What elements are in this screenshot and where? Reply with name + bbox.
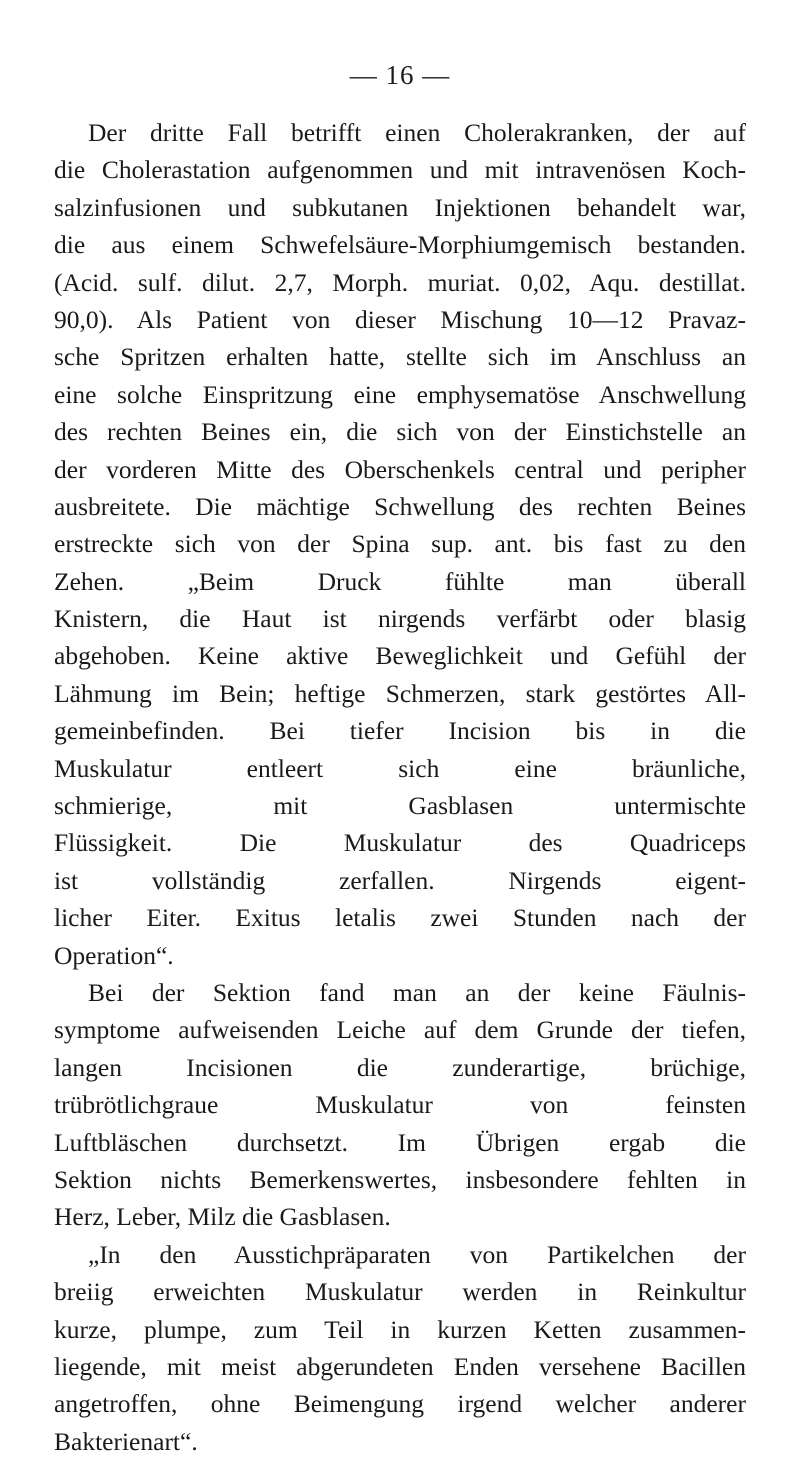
text-line: die aus einem Schwefelsäure-Morphiumgemisch bestanden.: [54, 230, 746, 260]
text-line: Operation“.: [54, 940, 174, 970]
text-line: Bakterienart“.: [54, 1426, 198, 1456]
text-line: eine solche Einspritzung eine emphysematöse Anschwellung: [54, 379, 746, 409]
text-line: abgehoben. Keine aktive Beweglichkeit und Gefühl der: [54, 641, 746, 671]
text-line: Luftbläschen durchsetzt. Im Übrigen ergab die: [54, 1127, 746, 1157]
paragraph-bacteriology: [54, 1236, 746, 1460]
text-line: gemeinbefinden. Bei tiefer Incision bis in die: [54, 716, 746, 746]
text-line: angetroffen, ohne Beimengung irgend welcher anderer: [54, 1389, 746, 1419]
text-line: kurze, plumpe, zum Teil in kurzen Ketten zusammen-: [54, 1314, 746, 1344]
paragraph-case-report: [54, 114, 746, 974]
text-line: trübrötlichgraue Muskulatur von feinsten: [54, 1090, 746, 1120]
text-line: Zehen. „Beim Druck fühlte man überall: [54, 566, 746, 596]
text-line: Herz, Leber, Milz die Gasblasen.: [54, 1202, 391, 1232]
text-line: langen Incisionen die zunderartige, brüchige,: [54, 1052, 746, 1082]
text-line: ist vollständig zerfallen. Nirgends eigent-: [54, 865, 746, 895]
text-line: 90,0). Als Patient von dieser Mischung 10—12 Pravaz-: [54, 304, 746, 334]
text-line: Der dritte Fall betrifft einen Cholerakranken, der auf: [88, 118, 746, 147]
paragraph-autopsy: [54, 974, 746, 1236]
text-line: Lähmung im Bein; heftige Schmerzen, stark gestörtes All-: [54, 678, 746, 708]
text-line: „In den Ausstichpräparaten von Partikelchen der: [88, 1239, 746, 1269]
text-line: liegende, mit meist abgerundeten Enden versehene Bacillen: [54, 1351, 746, 1381]
text-line: sche Spritzen erhalten hatte, stellte sich im Anschluss an: [54, 342, 746, 372]
text-line: schmierige, mit Gasblasen untermischte: [54, 791, 746, 821]
text-line: Flüssigkeit. Die Muskulatur des Quadriceps: [54, 828, 746, 858]
text-line: breiig erweichten Muskulatur werden in Reinkultur: [54, 1277, 746, 1307]
text-line: ausbreitete. Die mächtige Schwellung des rechten Beines: [54, 491, 746, 521]
text-line: salzinfusionen und subkutanen Injektionen behandelt war,: [54, 192, 746, 222]
text-line: die Cholerastation aufgenommen und mit intravenösen Koch-: [54, 155, 746, 185]
text-line: des rechten Beines ein, die sich von der Einstichstelle an: [54, 417, 746, 447]
text-line: Muskulatur entleert sich eine bräunliche,: [54, 753, 746, 783]
text-line: der vorderen Mitte des Oberschenkels central und peripher: [54, 454, 746, 484]
text-line: Sektion nichts Bemerkenswertes, insbesondere fehlten in: [54, 1164, 746, 1194]
text-line: erstreckte sich von der Spina sup. ant. bis fast zu den: [54, 529, 746, 559]
text-line: symptome aufweisenden Leiche auf dem Grunde der tiefen,: [54, 1015, 746, 1045]
body-text: [54, 114, 746, 1460]
page-number: — 16 —: [349, 60, 451, 90]
text-line: licher Eiter. Exitus letalis zwei Stunden nach der: [54, 903, 746, 933]
text-line: Bei der Sektion fand man an der keine Fäulnis-: [88, 977, 746, 1007]
text-line: Knistern, die Haut ist nirgends verfärbt oder blasig: [54, 604, 746, 634]
text-line: (Acid. sulf. dilut. 2,7, Morph. muriat. 0,02, Aqu. destillat.: [54, 267, 746, 297]
